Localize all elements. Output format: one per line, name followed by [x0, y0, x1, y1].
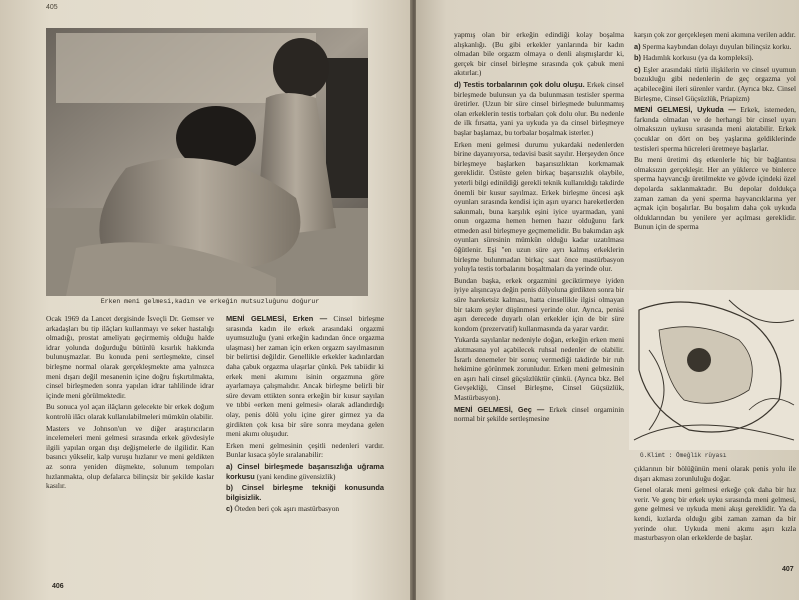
paragraph: Bu meni üretimi dış etkenlerle hiç bir bağlantısı olmaksızın gerçekleşir. Her an yüklerce ve binlerce sperma hayvancığı üretilmekte ve gövde içindeki özel depolarda saklanmaktadır. Bu depolar doldukça zaman zaman da yeni sperma hayvancıklarına yer açmak için boşalırlar. Bu boşalım daha çok uykuda olduklarından bu yenilere yer açılması gereklidir. Bunun için de sperma	[634, 155, 796, 232]
entry-heading: MENİ GELMESİ, Geç —	[454, 404, 545, 414]
paragraph: Erken meni gelmesi durumu yukardaki nedenlerden birine dayanıyorsa, tedavisi basit sayılır. Herşeyden önce birleşmeye başlarken başarısızlıktan korkmamak gereklidir. Üstüste gelen birkaç başarısızlık olaybile, yeterli bilgi edinildiği gerekli teknik kullanıldığı takdirde önemli bir kusur sayılmaz. Erkek birleşme öncesi aşk oyunları sırasında kendisi için aşırı uyarıcı hareketlerden sakınmalı, buna karşılık eşini iyice uyarmadan, yani onun orgazma hemen hemen hazır olduğunu fark etmeden asıl birleşmeye geçmemelidir. Bu bakımdan aşk oyunları süresinin mümkün olduğu kadar uzatılması öğütlenir. Eşi "en uzun süre ayrı kalmış erkeklerin birleşme bulunmadan birkaç saat önce mastürbasyon yoluyla testis torbalarını boşaltmaları da yerinde olur.	[454, 139, 624, 274]
list-item: b) Hadımlık korkusu (ya da kompleksi).	[634, 53, 754, 63]
paragraph: Bu sonuca yol açan ilâçların gelecekte bir erkek doğum kontrolü ilâcı olarak kullanılabilmeleri mümkün olabilir.	[46, 402, 214, 421]
paragraph: yapmış olan bir erkeğin edindiği kolay boşalma alışkanlığı. (Bu gibi erkekler yanlarında bir kadın olmadan bile orgazm olmaya o denli alışmışlardır ki, gerçek bir cinsel birleşme sırasında çok çabuk meni akıtırlar.)	[454, 30, 624, 78]
right-col2-top	[634, 30, 796, 234]
entry-uykuda: MENİ GELMESİ, Uykuda — Erkek, istemeden, farkında olmadan ve de herhangi bir cinsel uyarı olmaksızın uykusu sırasında meni akıtabilir. Erkek çocuklar on dört on beş yaşlarına geldiklerinde testisleri sperma hücreleri üretmeye başlarlar.	[634, 105, 796, 153]
paragraph: çıklarının bir bölüğünün meni olarak penis yolu ile dışarı akması zorunluluğu doğar.	[634, 464, 796, 483]
entry-gec: MENİ GELMESİ, Geç — Erkek cinsel orgaminin normal bir şekilde sertleşmesine	[454, 404, 624, 424]
right-col2-bottom	[634, 464, 796, 545]
left-col2	[226, 314, 384, 516]
page-number-right: 407	[782, 566, 794, 573]
paragraph: Yukarda sayılanlar nedeniyle doğan, erkeğin erken meni akıtmasına yol açabilecek ruhsal nedenler de olabilir. İsrarlı denemeler bir sonuç vermediği takdirde bir ruh hekimine görünmek zorunludur. Erken meni gelmesinin en aşırı hali cinsel güçsüzlüktür çünkü. (Ayrıca bkz. Bel Gevşekliği, Cinsel Birleşme, Cinsel Güçsüzlük, Mastürbasyon).	[454, 335, 624, 402]
header-marker: 405	[46, 4, 58, 11]
entry-erken: MENİ GELMESİ, Erken — Cinsel birleşme sırasında kadın ile erkek arasındaki orgazmi uyumsuzluğu (yani erkeğin kadından önce orgazma ulaşması) her zaman için erken orgazm sayılmasının bir belirtisi değildir. Genellikle erkekler kadınlardan daha çabuk orgazma ulaşırlar çünkü. Pek tabiidir ki erkek meni akımını isinin orgazmına göre ayarlamaya çalışmalıdır. Ancak birleşme belirli bir süre devam ettikten sonra erkeğin bir kusur sayılan ve tıbbi «erken meni gelmesi» olarak adlandırdığı olay, penis dölü yolu içine girer girmez ya da girdikten çok kısa bir süre sonra meydana gelen meni akımı oluşudur.	[226, 314, 384, 439]
list-item: c) Eşler arasındaki türlü ilişkilerin ve cinsel uyumun bozukluğu gibi nedenlerin de geç orgazma yol açabileceğini ileri sürenler vardır. (Ayrıca bkz. Cinsel Birleşme, Cinsel Güçsüzlük, Priapizm)	[634, 64, 796, 103]
entry-heading: MENİ GELMESİ, Erken —	[226, 314, 328, 323]
page-number-left: 406	[52, 583, 64, 590]
list-item: c) Öteden beri çok aşırı mastürbasyon	[226, 504, 340, 514]
paragraph: Bundan başka, erkek orgazmini geciktirmeye iyiden iyiye alışıncaya değin penis dölyoluna girdikten sonra bir süre hareketsiz kalması, hatta cinsellikle ilgisi olmayan bir takım şeyler düşünmesi yerinde olur. Ayrıca, penisi aşırı derecede duyarlı olan erkekler için de bir süre kondom (prezervatif) kullanmasında da yarar vardır.	[454, 275, 624, 333]
photo-caption: Erken meni gelmesi,kadın ve erkeğin mutsuzluğunu doğurur	[100, 298, 320, 305]
photo-couple	[46, 28, 368, 296]
entry-heading: MENİ GELMESİ, Uykuda —	[634, 105, 736, 115]
list-item: a) Cinsel birleşmede başarısızlığa uğrama korkusu (yani kendine güvensizlik)	[226, 461, 384, 481]
klimt-illustration	[629, 290, 799, 450]
list-item: d) Testis torbalarının çok dolu oluşu. Erkek cinsel birleşmede bulunsun ya da bulunmasın testisler sperma üretirler. (Uzun bir süre cinsel birleşmede bulunmamış olan erkeklerin testis torbaları çok dolu olur. Bu nedenle de ilk fırsatta, yani ya uykuda ya da cinsel birleşmeye başlar başlamaz, bu torbalar boşalmak isterler.)	[454, 79, 624, 137]
paragraph: Erken meni gelmesinin çeşitli nedenleri vardır. Bunlar kısaca şöyle sıralanabilir:	[226, 440, 384, 460]
list-item: a) Sperma kaybından dolayı duyulan bilinçsiz korku.	[634, 41, 792, 51]
right-col1	[454, 30, 624, 426]
paragraph: Ocak 1969 da Lancet dergisinde İsveçli Dr. Gemser ve arkadaşları bu tip ilâçları kullanmayı ve seker hastalığı olmadığı, prostat ameliyatı geçirmemiş olduğu halde idrar yolunda doğurduğu bütünlü kısırlık hakkında bulunuşmazlar. Bu konuda peni sertleşmekte, cinsel birleşme normal olarak gerçekleşmekte ama yalnızca meni dışarı değil mesanenin içine doğru fışkırtılmakta, cinsel birleşmeden sonra yapılan idrar tahlilinde idrar içinde meni görülmektedir.	[46, 314, 214, 400]
illustration-caption: G.Klimt : Ömeğlik rüyası	[640, 452, 727, 459]
paragraph: Genel olarak meni gelmesi erkeğe çok daha bir hız verir. Ve genç bir erkek uyku sırasında meni gelmesi, gene gelmesi ve uykuda meni akışı gereklidir. Ya da kendi, kızlarda olduğu gibi zaman zaman da bir yerinde olur. Uykuda meni akımı aşırı kızla masturbasyon olan erkeklerde de başlar.	[634, 485, 796, 543]
left-col1	[46, 314, 214, 493]
list-item: b) Cinsel birleşme tekniği konusunda bilgisizlik.	[226, 483, 384, 502]
paragraph: karşın çok zor gerçekleşen meni akımına verilen addır.	[634, 30, 796, 39]
paragraph: Masters ve Johnson'un ve diğer araştırıcıların incelemeleri meni gelmesi sırasında erkek gövdesiyle ilgili yapılan organ dışı değişmelerle de ilgilidir. Kan basıncı yükselir, kalp vuruşu hızlanır ve meni geldikten az sonra yeniden düşmekte, solunum tempoları hızlanmakta, olup defalarca bilinçsiz bir şekilde kaslar kasılır.	[46, 423, 214, 491]
